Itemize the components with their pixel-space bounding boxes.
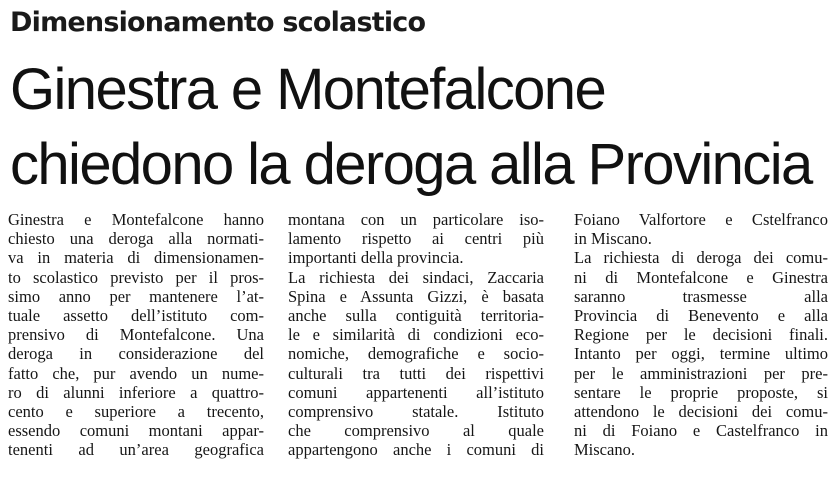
column-2-line: La richiesta dei sindaci, Zaccaria [288, 267, 544, 287]
column-2-line: appartengono anche i comuni di [288, 440, 544, 460]
column-2-line: anche sulla contiguità territoria- [288, 306, 544, 326]
column-2-line: le e similarità di condizioni eco- [288, 325, 544, 345]
column-2-line: che comprensivo al quale [288, 421, 544, 441]
column-1-line: essendo comuni montani appar- [8, 421, 264, 441]
column-1-line: cento e superiore a trecento, [8, 402, 264, 422]
column-3-line: in Miscano. [574, 229, 652, 249]
article-column-1 [8, 210, 264, 460]
column-3-line: ni di Foiano e Castelfranco in [574, 421, 828, 441]
article-column-2 [288, 210, 544, 460]
column-3-line: ni di Montefalcone e Ginestra [574, 267, 828, 287]
column-3-line: sentare le proprie proposte, si [574, 382, 828, 402]
section-kicker: Dimensionamento scolastico [10, 7, 426, 38]
column-3-line: saranno trasmesse alla [574, 286, 828, 306]
column-1-line: simo anno per mantenere l’at- [8, 286, 264, 306]
column-1-line: prensivo di Montefalcone. Una [8, 325, 264, 345]
column-3-line: Foiano Valfortore e Cstelfranco [574, 210, 828, 229]
column-1-line: tenenti ad un’area geografica [8, 440, 264, 460]
column-2-line: Spina e Assunta Gizzi, è basata [288, 286, 544, 306]
column-2-line: culturali tra tutti dei rispettivi [288, 363, 544, 383]
column-1-line: ro di alunni inferiore a quattro- [8, 382, 264, 402]
column-3-line: attendono le decisioni dei comu- [574, 402, 828, 422]
column-1-line: va in materia di dimensionamen- [8, 248, 264, 268]
column-2-line: importanti della provincia. [288, 248, 464, 268]
column-3-line: Regione per le decisioni finali. [574, 325, 828, 345]
column-3-line: per le amministrazioni per pre- [574, 363, 828, 383]
column-2-line: montana con un particolare iso- [288, 210, 544, 229]
column-2-line: nomiche, demografiche e socio- [288, 344, 544, 364]
column-1-line: fatto che, pur avendo un nume- [8, 363, 264, 383]
column-1-line: tuale assetto dell’istituto com- [8, 306, 264, 326]
column-1-line: deroga in considerazione del [8, 344, 264, 364]
column-1-line: chiesto una deroga alla normati- [8, 229, 264, 249]
column-2-line: lamento rispetto ai centri più [288, 229, 544, 249]
column-3-line: Miscano. [574, 440, 635, 460]
headline-line-1: Ginestra e Montefalcone [10, 57, 606, 122]
article-column-3 [574, 210, 828, 460]
column-3-line: Provincia di Benevento e alla [574, 306, 828, 326]
headline-line-2: chiedono la deroga alla Provincia [10, 132, 812, 197]
column-1-line: to scolastico previsto per il pros- [8, 267, 264, 287]
column-3-line: La richiesta di deroga dei comu- [574, 248, 828, 268]
column-2-line: comuni appartenenti all’istituto [288, 382, 544, 402]
column-1-line: Ginestra e Montefalcone hanno [8, 210, 264, 229]
column-3-line: Intanto per oggi, termine ultimo [574, 344, 828, 364]
column-2-line: comprensivo statale. Istituto [288, 402, 544, 422]
headline [10, 52, 812, 202]
